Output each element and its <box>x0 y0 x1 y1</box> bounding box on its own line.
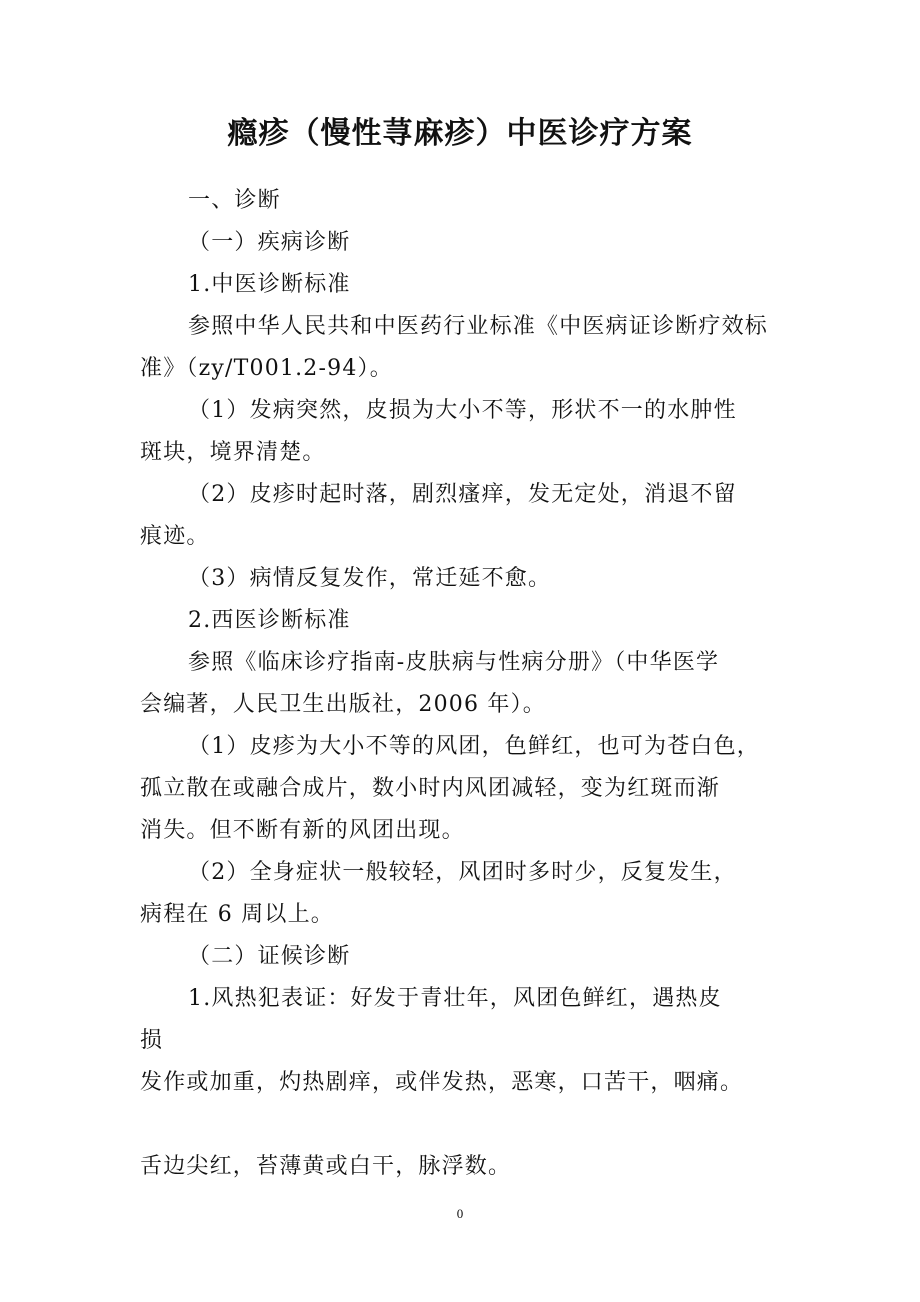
page-number: 0 <box>456 1206 464 1221</box>
paragraph-line: 1.风热犯表证：好发于青壮年，风团色鲜红，遇热皮 <box>188 986 722 1011</box>
paragraph-line: （1）皮疹为大小不等的风团，色鲜红，也可为苍白色， <box>188 734 760 759</box>
paragraph-line: 参照《临床诊疗指南-皮肤病与性病分册》（中华医学 <box>188 650 720 675</box>
paragraph-line: 消失。但不断有新的风团出现。 <box>140 818 465 843</box>
paragraph-line: （3）病情反复发作，常迁延不愈。 <box>188 566 552 591</box>
paragraph-line: 会编著，人民卫生出版社，2006 年）。 <box>140 692 546 717</box>
paragraph-line: 参照中华人民共和中医药行业标准《中医病证诊断疗效标 <box>188 314 769 339</box>
item-heading-western-criteria: 2.西医诊断标准 <box>188 608 351 633</box>
page-title: 瘾疹（慢性荨麻疹）中医诊疗方案 <box>227 116 693 151</box>
paragraph-line: 舌边尖红，苔薄黄或白干，脉浮数。 <box>140 1154 512 1179</box>
subsection-heading-disease-diagnosis: （一）疾病诊断 <box>188 230 351 255</box>
section-heading-diagnosis: 一、诊断 <box>188 188 281 213</box>
paragraph-line: 痕迹。 <box>140 524 210 549</box>
paragraph-line: （1）发病突然，皮损为大小不等，形状不一的水肿性 <box>188 398 737 423</box>
paragraph-line: 损 <box>140 1028 164 1053</box>
paragraph-line: （2）皮疹时起时落，剧烈瘙痒，发无定处，消退不留 <box>188 482 737 507</box>
paragraph-line: 斑块，境界清楚。 <box>140 440 326 465</box>
paragraph-line: 孤立散在或融合成片，数小时内风团减轻，变为红斑而渐 <box>140 776 721 801</box>
paragraph-line: （2）全身症状一般较轻，风团时多时少，反复发生， <box>188 860 737 885</box>
subsection-heading-syndrome-diagnosis: （二）证候诊断 <box>188 944 351 969</box>
paragraph-line: 病程在 6 周以上。 <box>140 902 334 927</box>
item-heading-tcm-criteria: 1.中医诊断标准 <box>188 272 351 297</box>
paragraph-line: 发作或加重，灼热剧痒，或伴发热，恶寒，口苦干，咽痛。 <box>140 1070 744 1095</box>
paragraph-line: 准》（zy/T001.2-94）。 <box>140 356 393 381</box>
